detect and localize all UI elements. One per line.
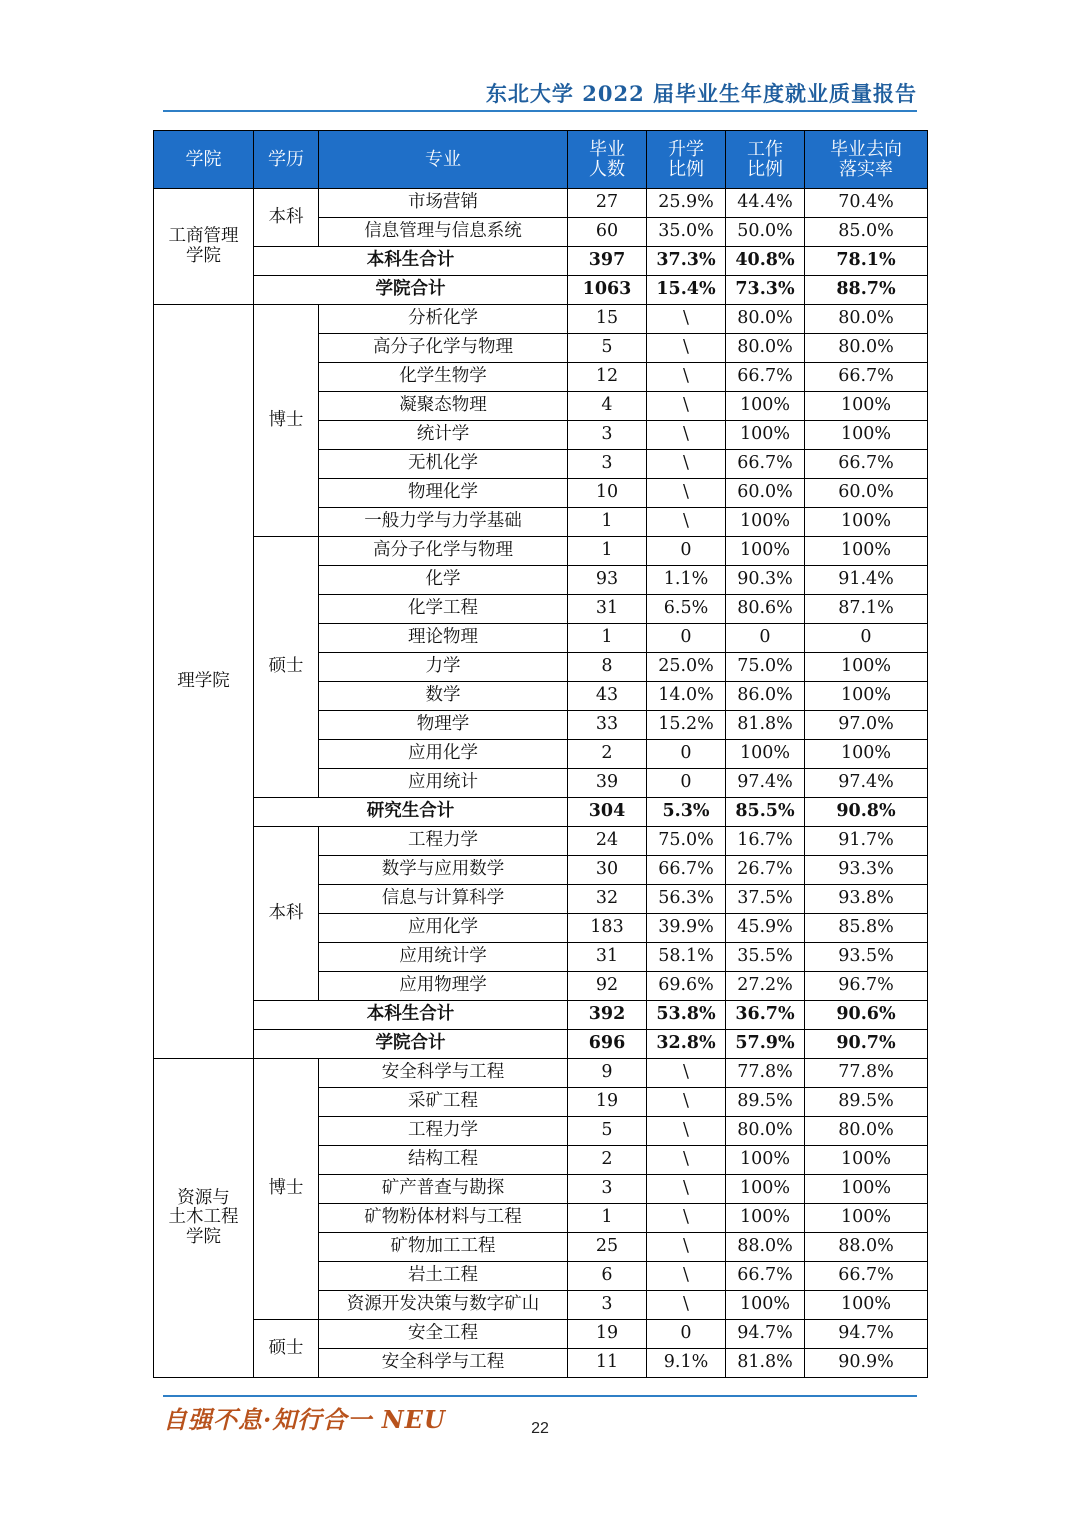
major-cell: 力学 [319, 653, 568, 682]
placement-rate-cell: 93.3% [805, 856, 928, 885]
placement-rate-cell: 100% [805, 421, 928, 450]
further-study-cell: \ [647, 363, 726, 392]
further-study-cell: \ [647, 421, 726, 450]
further-study-cell: 15.2% [647, 711, 726, 740]
employment-cell: 0 [726, 624, 805, 653]
col-header-major: 专业 [319, 131, 568, 189]
header-divider [163, 110, 917, 112]
subtotal-label: 本科生合计 [254, 247, 568, 276]
employment-cell: 77.8% [726, 1059, 805, 1088]
further-study-cell: \ [647, 1262, 726, 1291]
placement-rate-cell: 66.7% [805, 1262, 928, 1291]
major-cell: 岩土工程 [319, 1262, 568, 1291]
placement-rate-cell: 88.7% [805, 276, 928, 305]
graduates-cell: 60 [568, 218, 647, 247]
subtotal-label: 本科生合计 [254, 1001, 568, 1030]
major-cell: 矿物粉体材料与工程 [319, 1204, 568, 1233]
table-body [154, 189, 928, 1378]
major-cell: 化学工程 [319, 595, 568, 624]
graduates-cell: 1063 [568, 276, 647, 305]
subtotal-label: 学院合计 [254, 276, 568, 305]
further-study-cell: \ [647, 305, 726, 334]
graduates-cell: 19 [568, 1088, 647, 1117]
placement-rate-cell: 100% [805, 508, 928, 537]
employment-cell: 100% [726, 1204, 805, 1233]
major-cell: 应用统计 [319, 769, 568, 798]
further-study-cell: 25.9% [647, 189, 726, 218]
employment-cell: 66.7% [726, 450, 805, 479]
further-study-cell: \ [647, 508, 726, 537]
graduates-cell: 4 [568, 392, 647, 421]
employment-cell: 45.9% [726, 914, 805, 943]
placement-rate-cell: 66.7% [805, 450, 928, 479]
degree-cell: 硕士 [254, 1320, 319, 1378]
employment-cell: 100% [726, 1291, 805, 1320]
graduates-cell: 183 [568, 914, 647, 943]
major-cell: 矿物加工工程 [319, 1233, 568, 1262]
table-row [154, 1001, 928, 1030]
major-cell: 安全工程 [319, 1320, 568, 1349]
major-cell: 高分子化学与物理 [319, 537, 568, 566]
further-study-cell: \ [647, 1146, 726, 1175]
major-cell: 数学与应用数学 [319, 856, 568, 885]
major-cell: 应用物理学 [319, 972, 568, 1001]
placement-rate-cell: 94.7% [805, 1320, 928, 1349]
placement-rate-cell: 78.1% [805, 247, 928, 276]
further-study-cell: 37.3% [647, 247, 726, 276]
employment-cell: 88.0% [726, 1233, 805, 1262]
placement-rate-cell: 100% [805, 740, 928, 769]
graduates-cell: 31 [568, 595, 647, 624]
further-study-cell: 0 [647, 624, 726, 653]
graduates-cell: 3 [568, 1175, 647, 1204]
table-header-row [154, 131, 928, 189]
major-cell: 结构工程 [319, 1146, 568, 1175]
graduates-cell: 92 [568, 972, 647, 1001]
employment-cell: 26.7% [726, 856, 805, 885]
graduates-cell: 397 [568, 247, 647, 276]
employment-cell: 80.0% [726, 305, 805, 334]
college-cell: 工商管理 学院 [154, 189, 254, 305]
major-cell: 化学 [319, 566, 568, 595]
graduates-cell: 24 [568, 827, 647, 856]
degree-cell: 本科 [254, 827, 319, 1001]
major-cell: 信息管理与信息系统 [319, 218, 568, 247]
placement-rate-cell: 100% [805, 1146, 928, 1175]
further-study-cell: \ [647, 1175, 726, 1204]
employment-cell: 81.8% [726, 711, 805, 740]
placement-rate-cell: 100% [805, 682, 928, 711]
major-cell: 一般力学与力学基础 [319, 508, 568, 537]
subtotal-label: 学院合计 [254, 1030, 568, 1059]
placement-rate-cell: 93.8% [805, 885, 928, 914]
placement-rate-cell: 93.5% [805, 943, 928, 972]
further-study-cell: 0 [647, 537, 726, 566]
further-study-cell: 56.3% [647, 885, 726, 914]
employment-cell: 90.3% [726, 566, 805, 595]
col-header-graduates: 毕业 人数 [568, 131, 647, 189]
degree-cell: 本科 [254, 189, 319, 247]
further-study-cell: 66.7% [647, 856, 726, 885]
employment-cell: 100% [726, 1175, 805, 1204]
graduates-cell: 6 [568, 1262, 647, 1291]
graduates-cell: 1 [568, 1204, 647, 1233]
footer-divider [163, 1395, 917, 1397]
further-study-cell: 15.4% [647, 276, 726, 305]
placement-rate-cell: 100% [805, 653, 928, 682]
major-cell: 采矿工程 [319, 1088, 568, 1117]
placement-rate-cell: 100% [805, 1204, 928, 1233]
graduates-cell: 19 [568, 1320, 647, 1349]
graduates-cell: 25 [568, 1233, 647, 1262]
graduates-cell: 31 [568, 943, 647, 972]
employment-table [153, 130, 928, 1378]
employment-cell: 81.8% [726, 1349, 805, 1378]
report-title: 东北大学 2022 届毕业生年度就业质量报告 [485, 81, 917, 106]
further-study-cell: 0 [647, 1320, 726, 1349]
graduates-cell: 2 [568, 1146, 647, 1175]
placement-rate-cell: 70.4% [805, 189, 928, 218]
further-study-cell: \ [647, 1088, 726, 1117]
graduates-cell: 8 [568, 653, 647, 682]
major-cell: 信息与计算科学 [319, 885, 568, 914]
table-row [154, 798, 928, 827]
major-cell: 分析化学 [319, 305, 568, 334]
major-cell: 矿产普查与勘探 [319, 1175, 568, 1204]
table-row [154, 1030, 928, 1059]
further-study-cell: 14.0% [647, 682, 726, 711]
graduates-cell: 12 [568, 363, 647, 392]
employment-cell: 80.6% [726, 595, 805, 624]
placement-rate-cell: 97.4% [805, 769, 928, 798]
graduates-cell: 32 [568, 885, 647, 914]
graduates-cell: 696 [568, 1030, 647, 1059]
major-cell: 安全科学与工程 [319, 1349, 568, 1378]
page-number: 22 [531, 1420, 549, 1437]
major-cell: 应用化学 [319, 740, 568, 769]
table-row [154, 305, 928, 334]
major-cell: 资源开发决策与数字矿山 [319, 1291, 568, 1320]
graduates-cell: 392 [568, 1001, 647, 1030]
placement-rate-cell: 80.0% [805, 1117, 928, 1146]
graduates-cell: 3 [568, 450, 647, 479]
employment-cell: 100% [726, 421, 805, 450]
col-header-placement-rate: 毕业去向 落实率 [805, 131, 928, 189]
further-study-cell: \ [647, 1204, 726, 1233]
col-header-degree: 学历 [254, 131, 319, 189]
table-row [154, 247, 928, 276]
further-study-cell: \ [647, 450, 726, 479]
employment-cell: 85.5% [726, 798, 805, 827]
degree-cell: 博士 [254, 1059, 319, 1320]
table-row [154, 827, 928, 856]
employment-cell: 40.8% [726, 247, 805, 276]
further-study-cell: 9.1% [647, 1349, 726, 1378]
degree-cell: 硕士 [254, 537, 319, 798]
motto-logo: 自强不息·知行合一 NEU [163, 1405, 446, 1434]
placement-rate-cell: 90.6% [805, 1001, 928, 1030]
major-cell: 凝聚态物理 [319, 392, 568, 421]
further-study-cell: 25.0% [647, 653, 726, 682]
college-cell: 资源与 土木工程 学院 [154, 1059, 254, 1378]
further-study-cell: \ [647, 479, 726, 508]
employment-cell: 37.5% [726, 885, 805, 914]
placement-rate-cell: 85.0% [805, 218, 928, 247]
graduates-cell: 27 [568, 189, 647, 218]
placement-rate-cell: 60.0% [805, 479, 928, 508]
employment-cell: 97.4% [726, 769, 805, 798]
placement-rate-cell: 100% [805, 1175, 928, 1204]
placement-rate-cell: 66.7% [805, 363, 928, 392]
major-cell: 统计学 [319, 421, 568, 450]
employment-cell: 89.5% [726, 1088, 805, 1117]
major-cell: 应用化学 [319, 914, 568, 943]
employment-cell: 35.5% [726, 943, 805, 972]
placement-rate-cell: 90.7% [805, 1030, 928, 1059]
employment-cell: 36.7% [726, 1001, 805, 1030]
major-cell: 高分子化学与物理 [319, 334, 568, 363]
graduates-cell: 15 [568, 305, 647, 334]
employment-cell: 100% [726, 392, 805, 421]
placement-rate-cell: 88.0% [805, 1233, 928, 1262]
graduates-cell: 11 [568, 1349, 647, 1378]
placement-rate-cell: 100% [805, 1291, 928, 1320]
major-cell: 工程力学 [319, 1117, 568, 1146]
further-study-cell: 53.8% [647, 1001, 726, 1030]
table-row [154, 189, 928, 218]
major-cell: 安全科学与工程 [319, 1059, 568, 1088]
graduates-cell: 10 [568, 479, 647, 508]
employment-cell: 66.7% [726, 363, 805, 392]
placement-rate-cell: 90.9% [805, 1349, 928, 1378]
graduates-cell: 30 [568, 856, 647, 885]
major-cell: 理论物理 [319, 624, 568, 653]
graduates-cell: 5 [568, 1117, 647, 1146]
placement-rate-cell: 96.7% [805, 972, 928, 1001]
graduates-cell: 3 [568, 421, 647, 450]
table-row [154, 537, 928, 566]
placement-rate-cell: 89.5% [805, 1088, 928, 1117]
major-cell: 市场营销 [319, 189, 568, 218]
employment-cell: 100% [726, 508, 805, 537]
placement-rate-cell: 91.7% [805, 827, 928, 856]
graduates-cell: 5 [568, 334, 647, 363]
employment-cell: 100% [726, 537, 805, 566]
graduates-cell: 304 [568, 798, 647, 827]
placement-rate-cell: 85.8% [805, 914, 928, 943]
employment-cell: 50.0% [726, 218, 805, 247]
placement-rate-cell: 0 [805, 624, 928, 653]
graduates-cell: 1 [568, 508, 647, 537]
major-cell: 工程力学 [319, 827, 568, 856]
graduates-cell: 39 [568, 769, 647, 798]
further-study-cell: 69.6% [647, 972, 726, 1001]
placement-rate-cell: 91.4% [805, 566, 928, 595]
placement-rate-cell: 80.0% [805, 334, 928, 363]
further-study-cell: 5.3% [647, 798, 726, 827]
graduates-cell: 2 [568, 740, 647, 769]
employment-cell: 73.3% [726, 276, 805, 305]
col-header-further-study: 升学 比例 [647, 131, 726, 189]
employment-cell: 66.7% [726, 1262, 805, 1291]
further-study-cell: 58.1% [647, 943, 726, 972]
graduates-cell: 1 [568, 624, 647, 653]
further-study-cell: \ [647, 392, 726, 421]
employment-cell: 44.4% [726, 189, 805, 218]
college-cell: 理学院 [154, 305, 254, 1059]
further-study-cell: 6.5% [647, 595, 726, 624]
further-study-cell: \ [647, 334, 726, 363]
major-cell: 应用统计学 [319, 943, 568, 972]
further-study-cell: \ [647, 1291, 726, 1320]
employment-cell: 57.9% [726, 1030, 805, 1059]
col-header-college: 学院 [154, 131, 254, 189]
graduates-cell: 1 [568, 537, 647, 566]
graduates-cell: 33 [568, 711, 647, 740]
further-study-cell: 75.0% [647, 827, 726, 856]
major-cell: 物理学 [319, 711, 568, 740]
employment-cell: 27.2% [726, 972, 805, 1001]
major-cell: 化学生物学 [319, 363, 568, 392]
major-cell: 物理化学 [319, 479, 568, 508]
placement-rate-cell: 90.8% [805, 798, 928, 827]
placement-rate-cell: 80.0% [805, 305, 928, 334]
employment-cell: 60.0% [726, 479, 805, 508]
employment-cell: 16.7% [726, 827, 805, 856]
table-row [154, 1320, 928, 1349]
employment-cell: 75.0% [726, 653, 805, 682]
degree-cell: 博士 [254, 305, 319, 537]
graduates-cell: 43 [568, 682, 647, 711]
graduates-cell: 93 [568, 566, 647, 595]
table-row [154, 1059, 928, 1088]
employment-cell: 100% [726, 1146, 805, 1175]
table-row [154, 276, 928, 305]
further-study-cell: 0 [647, 769, 726, 798]
graduates-cell: 9 [568, 1059, 647, 1088]
further-study-cell: 1.1% [647, 566, 726, 595]
col-header-employment: 工作 比例 [726, 131, 805, 189]
further-study-cell: \ [647, 1117, 726, 1146]
placement-rate-cell: 77.8% [805, 1059, 928, 1088]
employment-cell: 94.7% [726, 1320, 805, 1349]
employment-cell: 100% [726, 740, 805, 769]
placement-rate-cell: 100% [805, 537, 928, 566]
further-study-cell: \ [647, 1059, 726, 1088]
major-cell: 无机化学 [319, 450, 568, 479]
employment-cell: 86.0% [726, 682, 805, 711]
graduates-cell: 3 [568, 1291, 647, 1320]
further-study-cell: 0 [647, 740, 726, 769]
further-study-cell: 35.0% [647, 218, 726, 247]
further-study-cell: \ [647, 1233, 726, 1262]
subtotal-label: 研究生合计 [254, 798, 568, 827]
placement-rate-cell: 97.0% [805, 711, 928, 740]
employment-cell: 80.0% [726, 334, 805, 363]
further-study-cell: 32.8% [647, 1030, 726, 1059]
major-cell: 数学 [319, 682, 568, 711]
further-study-cell: 39.9% [647, 914, 726, 943]
placement-rate-cell: 100% [805, 392, 928, 421]
placement-rate-cell: 87.1% [805, 595, 928, 624]
employment-cell: 80.0% [726, 1117, 805, 1146]
